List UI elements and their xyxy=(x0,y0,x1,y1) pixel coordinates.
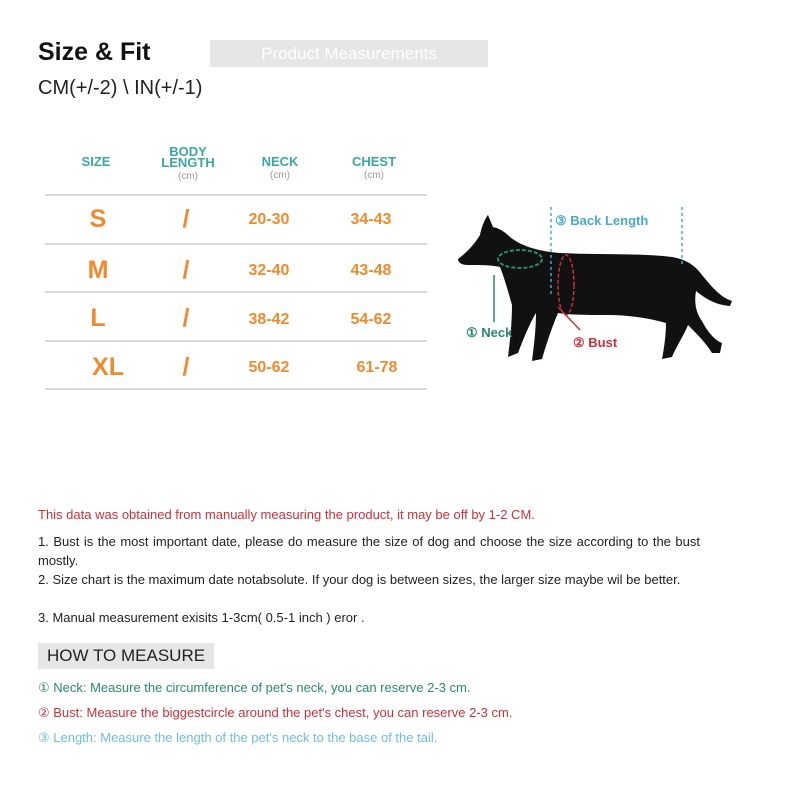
how-to-measure-heading: HOW TO MEASURE xyxy=(38,643,214,669)
body-length-cell: / xyxy=(182,256,190,284)
chest-cell: 61-78 xyxy=(356,359,398,376)
body-length-cell: / xyxy=(182,205,190,233)
how-to-bust: ② Bust: Measure the biggestcircle around the pet's chest, you can reserve 2-3 cm. xyxy=(38,705,513,720)
note-item: 1. Bust is the most important date, please do measure the size of dog and choose the size according to the bust mostly. xyxy=(38,534,700,568)
header-body-length: BODY LENGTH (cm) xyxy=(161,144,215,182)
note-item: 2. Size chart is the maximum date notabsolute. If your dog is between sizes, the larger size maybe wil be better. xyxy=(38,572,681,587)
table-divider xyxy=(45,243,427,245)
header-size: SIZE xyxy=(81,154,111,169)
table-divider xyxy=(45,194,427,196)
chest-cell: 43-48 xyxy=(350,262,392,279)
neck-cell: 50-62 xyxy=(248,359,290,376)
neck-cell: 32-40 xyxy=(248,262,290,279)
bust-label: ② Bust xyxy=(573,335,618,350)
chest-cell: 54-62 xyxy=(350,311,392,328)
how-to-neck: ① Neck: Measure the circumference of pet's neck, you can reserve 2-3 cm. xyxy=(38,680,471,695)
table-divider xyxy=(45,388,427,390)
neck-cell: 38-42 xyxy=(248,311,290,328)
note-item: 3. Manual measurement exisits 1-3cm( 0.5-1 inch ) eror . xyxy=(38,610,365,625)
header-neck: NECK (cm) xyxy=(261,154,299,181)
measurement-warning: This data was obtained from manually measuring the product, it may be off by 1-2 CM. xyxy=(38,507,535,522)
body-length-cell: / xyxy=(182,304,190,332)
header-chest: CHEST (cm) xyxy=(351,154,397,181)
size-cell: XL xyxy=(92,353,124,381)
chest-cell: 34-43 xyxy=(350,211,392,228)
table-divider xyxy=(45,340,427,342)
page-title: Size & Fit xyxy=(38,38,151,66)
neck-label: ① Neck xyxy=(466,325,513,340)
size-cell: M xyxy=(87,256,109,284)
table-divider xyxy=(45,291,427,293)
units-note: CM(+/-2) \ IN(+/-1) xyxy=(38,77,203,99)
size-cell: L xyxy=(90,304,106,332)
how-to-length: ③ Length: Measure the length of the pet's neck to the base of the tail. xyxy=(38,730,438,745)
back-length-label: ③ Back Length xyxy=(555,213,649,228)
neck-cell: 20-30 xyxy=(248,211,290,228)
size-cell: S xyxy=(89,205,107,233)
body-length-cell: / xyxy=(182,353,190,381)
section-badge: Product Measurements xyxy=(210,40,488,67)
